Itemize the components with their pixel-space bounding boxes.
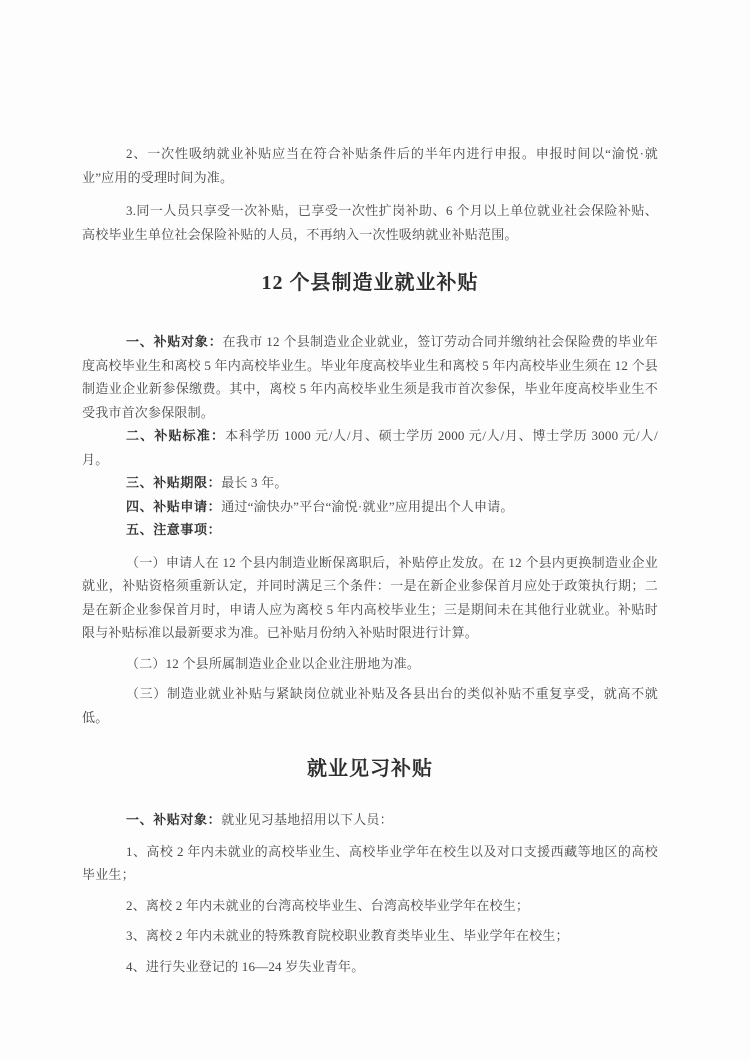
list-item-4: 4、进行失业登记的 16—24 岁失业青年。 (126, 958, 365, 974)
item-internship-target (82, 808, 658, 832)
item-subsidy-target-label: 一、补贴对象： (126, 334, 223, 349)
item-subsidy-period-label: 三、补贴期限： (126, 475, 222, 490)
list-item-1: 1、高校 2 年内未就业的高校毕业生、高校毕业学年在校生以及对口支援西藏等地区的高校毕业生； (82, 843, 658, 882)
manufacturing-subsidy-items (82, 330, 658, 542)
list-item-3: 3、离校 2 年内未就业的特殊教育院校职业教育类毕业生、毕业学年在校生； (126, 928, 569, 943)
internship-eligible-list (82, 840, 658, 979)
item-internship-target-label: 一、补贴对象： (126, 812, 222, 827)
item-subsidy-target-text: 在我市 12 个县制造业企业就业，签订劳动合同并缴纳社会保险费的毕业年度高校毕业生和离校 5 年内高校毕业生。毕业年度高校毕业生和离校 5 年内高校毕业生须在 12 个县制造业企业新参保缴费。其中，离校 5 年内高校毕业生须是我市首次参保，毕业年度高校毕业生不受我市首次参保限制。 (82, 334, 658, 420)
item-subsidy-application (82, 495, 658, 519)
intro-paragraph-3: 3.同一人员只享受一次补贴，已享受一次性扩岗补助、6 个月以上单位就业社会保险补贴、高校毕业生单位社会保险补贴的人员，不再纳入一次性吸纳就业补贴范围。 (82, 203, 658, 242)
item-subsidy-standard-text: 本科学历 1000 元/人/月、硕士学历 2000 元/人/月、博士学历 3000 元/人/月。 (82, 428, 658, 467)
note-3: （三）制造业就业补贴与紧缺岗位就业补贴及各县出台的类似补贴不重复享受，就高不就低。 (82, 686, 658, 725)
manufacturing-subsidy-notes (82, 551, 658, 730)
list-item-2: 2、离校 2 年内未就业的台湾高校毕业生、台湾高校毕业学年在校生； (126, 897, 530, 913)
item-subsidy-standard-label: 二、补贴标准： (126, 428, 226, 443)
intro-paragraph-2: 2、一次性吸纳就业补贴应当在符合补贴条件后的半年内进行申报。申报时间以“渝悦·就业”应用的受理时间为准。 (82, 146, 658, 185)
item-subsidy-application-label: 四、补贴申请： (126, 498, 222, 514)
note-2: （二）12 个县所属制造业企业以企业注册地为准。 (126, 655, 421, 671)
item-notes-header (82, 518, 658, 542)
note-1: （一）申请人在 12 个县内制造业断保离职后，补贴停止发放。在 12 个县内更换制造业企业就业，补贴资格须重新认定，并同时满足三个条件：一是在新企业参保首月应处于政策执行期；二是在新企业参保首月时，申请人应为离校 5 年内高校毕业生；三是期间未在其他行业就业。补贴时限与补贴标准以最新要求为准。已补贴月份纳入补贴时限进行计算。 (82, 554, 658, 640)
section-heading-internship-subsidy: 就业见习补贴 (307, 758, 433, 780)
item-subsidy-application-text: 通过“渝快办”平台“渝悦·就业”应用提出个人申请。 (221, 498, 514, 514)
section-heading-manufacturing-subsidy: 12 个县制造业就业补贴 (261, 272, 479, 294)
item-subsidy-period-text: 最长 3 年。 (221, 475, 288, 490)
item-subsidy-period (82, 471, 658, 495)
internship-subsidy-items (82, 808, 658, 832)
item-notes-header-label: 五、注意事项： (126, 522, 222, 537)
item-subsidy-standard (82, 424, 658, 471)
item-internship-target-text: 就业见习基地招用以下人员： (221, 812, 393, 827)
intro-paragraphs (82, 142, 658, 246)
item-subsidy-target (82, 330, 658, 424)
